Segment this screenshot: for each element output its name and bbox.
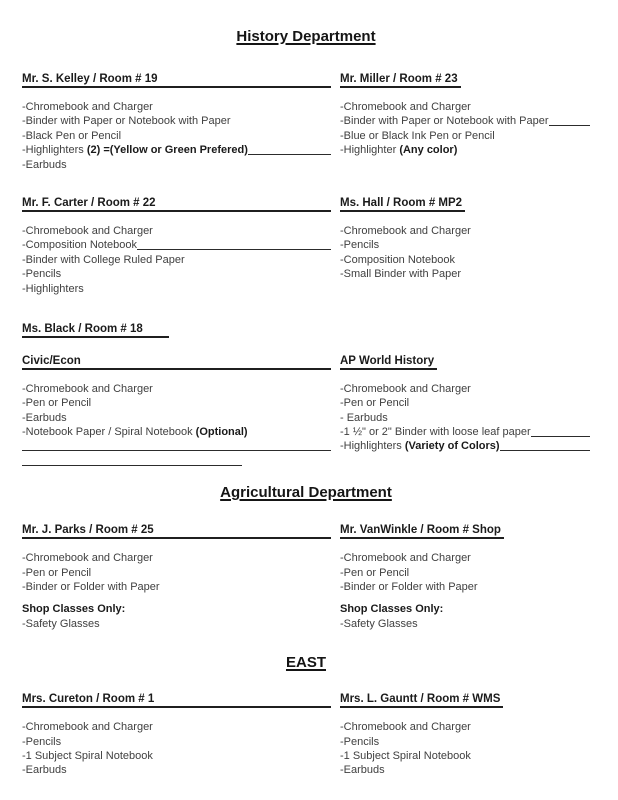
supply-list-gauntt	[340, 720, 590, 778]
supply-item	[340, 720, 590, 734]
supply-item-text: -Earbuds	[22, 411, 67, 424]
supply-item-bold-text: (Optional)	[195, 426, 248, 439]
supply-item-text: -Pencils	[340, 239, 380, 252]
course-header-apworld-wrap	[340, 354, 590, 370]
supply-item-text: -Binder with Paper or Notebook with Paper	[22, 115, 231, 128]
supply-item-text: -Composition Notebook	[22, 239, 137, 252]
supply-item-text: -Safety Glasses	[22, 617, 100, 630]
blank-underline	[137, 249, 331, 250]
column-vanwinkle	[340, 523, 590, 631]
column-miller	[340, 72, 590, 172]
supply-item-text: -Black Pen or Pencil	[22, 129, 122, 142]
teacher-header-kelley: Mr. S. Kelley / Room # 19	[22, 72, 331, 88]
teacher-header-vanwinkle: Mr. VanWinkle / Room # Shop	[340, 523, 504, 539]
supply-item	[22, 566, 340, 580]
blank-underline	[549, 125, 591, 126]
teacher-header-carter: Mr. F. Carter / Room # 22	[22, 196, 331, 212]
column-gauntt	[340, 692, 590, 778]
shop-classes-label-text: Shop Classes Only:	[340, 603, 444, 616]
supply-item-text: -Pen or Pencil	[22, 397, 92, 410]
supply-item-text: -Earbuds	[22, 158, 67, 171]
supply-item	[22, 749, 340, 763]
supply-item	[340, 411, 590, 425]
supply-item	[22, 396, 340, 410]
supply-item-text: -Small Binder with Paper	[340, 268, 462, 281]
supply-item-text: -Notebook Paper / Spiral Notebook	[22, 426, 196, 439]
shop-classes-label-text: Shop Classes Only:	[22, 603, 126, 616]
blank-underline	[248, 154, 331, 155]
supply-item-text: -1 ½" or 2" Binder with loose leaf paper	[340, 426, 531, 439]
column-carter	[22, 196, 340, 296]
supply-item	[340, 129, 590, 143]
supply-item-text: -Binder with Paper or Notebook with Paper	[340, 115, 549, 128]
supply-item-text: -Pen or Pencil	[22, 566, 92, 579]
supply-item	[340, 735, 590, 749]
supply-item-text: -Safety Glasses	[340, 617, 418, 630]
blank-underline	[531, 436, 590, 437]
supply-item-text: -Binder or Folder with Paper	[22, 581, 160, 594]
teacher-header-cureton: Mrs. Cureton / Room # 1	[22, 692, 331, 708]
blank-underline	[22, 465, 242, 466]
supply-item-text: - Earbuds	[340, 411, 388, 424]
section-title-text: History Department	[236, 28, 376, 45]
supply-item	[340, 580, 590, 594]
supply-item	[340, 566, 590, 580]
teacher-header-hall: Ms. Hall / Room # MP2	[340, 196, 465, 212]
teacher-header-gauntt-wrap	[340, 692, 590, 708]
supply-item	[22, 720, 340, 734]
supply-item	[22, 580, 340, 594]
supply-item-text: -Chromebook and Charger	[340, 552, 471, 565]
supply-item-text: -Chromebook and Charger	[340, 721, 471, 734]
supply-item-text: -Chromebook and Charger	[22, 224, 153, 237]
supply-item	[340, 439, 590, 453]
supply-item-text: -Chromebook and Charger	[340, 224, 471, 237]
supply-item	[22, 551, 340, 565]
block-parks-vanwinkle	[22, 523, 590, 631]
supply-item-text: -Chromebook and Charger	[340, 101, 471, 113]
supply-item-text: -Chromebook and Charger	[340, 382, 471, 395]
supply-item	[22, 114, 340, 128]
teacher-header-black: Ms. Black / Room # 18	[22, 322, 169, 338]
supply-item-text: -Pencils	[22, 735, 62, 748]
supply-item	[22, 382, 340, 396]
section-title-east	[22, 653, 590, 672]
supply-item-text: -Earbuds	[22, 764, 67, 777]
supply-item	[22, 617, 340, 631]
shop-classes-label	[340, 602, 590, 616]
supply-item	[340, 763, 590, 777]
supply-list-vanwinkle	[340, 551, 590, 631]
supply-item	[340, 382, 590, 396]
teacher-header-gauntt: Mrs. L. Gauntt / Room # WMS	[340, 692, 503, 708]
supply-item-text: -Binder or Folder with Paper	[340, 581, 478, 594]
block-carter-hall	[22, 196, 590, 296]
column-kelley	[22, 72, 340, 172]
supply-item	[22, 425, 340, 439]
teacher-header-miller-wrap	[340, 72, 590, 88]
supply-item	[340, 114, 590, 128]
section-title-text: EAST	[285, 654, 326, 672]
supply-list-carter	[22, 224, 340, 296]
supply-list-civic	[22, 382, 340, 468]
blank-line-row	[22, 454, 340, 468]
supply-item	[340, 749, 590, 763]
teacher-header-black-wrap	[22, 322, 590, 338]
course-header-civic: Civic/Econ	[22, 354, 331, 370]
supply-item-text: -1 Subject Spiral Notebook	[340, 749, 471, 762]
supply-list-parks	[22, 551, 340, 631]
supply-list-cureton	[22, 720, 340, 778]
teacher-header-parks: Mr. J. Parks / Room # 25	[22, 523, 331, 539]
column-hall	[340, 196, 590, 296]
blank-underline	[500, 450, 590, 451]
course-header-apworld: AP World History	[340, 354, 437, 370]
supply-item-text: -Highlighters	[340, 440, 405, 453]
supply-item	[22, 158, 340, 172]
column-cureton	[22, 692, 340, 778]
supply-item	[340, 551, 590, 565]
block-kelley-miller	[22, 72, 590, 172]
blank-line-row	[22, 439, 340, 453]
block-civic-apworld	[22, 354, 590, 468]
section-title-history	[22, 27, 590, 46]
supply-item-text: -Binder with College Ruled Paper	[22, 253, 185, 266]
supply-list-hall	[340, 224, 590, 282]
supply-item	[22, 100, 340, 114]
supply-item-text: -Chromebook and Charger	[22, 721, 153, 734]
supply-item-text: -Pen or Pencil	[340, 566, 410, 579]
supply-item-text: -Chromebook and Charger	[22, 552, 153, 565]
supply-item-text: -Highlighters	[22, 282, 84, 295]
teacher-header-vanwinkle-wrap	[340, 523, 590, 539]
supply-item	[340, 238, 590, 252]
supply-item-bold-text: (2) =(Yellow or Green Prefered)	[86, 144, 248, 157]
supply-item	[340, 267, 590, 281]
column-parks	[22, 523, 340, 631]
teacher-header-miller: Mr. Miller / Room # 23	[340, 72, 461, 88]
supply-item	[22, 224, 340, 238]
column-apworld	[340, 354, 590, 468]
supply-item-text: -Composition Notebook	[340, 253, 455, 266]
teacher-header-hall-wrap	[340, 196, 590, 212]
supply-item-text: -Earbuds	[340, 764, 385, 777]
supply-item	[22, 763, 340, 777]
supply-item	[340, 143, 590, 157]
supply-item	[22, 253, 340, 267]
supply-item-text: -Chromebook and Charger	[22, 101, 153, 113]
supply-item	[22, 267, 340, 281]
supply-item	[22, 411, 340, 425]
column-civic	[22, 354, 340, 468]
supply-item	[340, 425, 590, 439]
supply-item-text: -Pencils	[340, 735, 380, 748]
supply-item	[340, 100, 590, 114]
supply-item-bold-text: (Variety of Colors)	[404, 440, 500, 453]
supply-item-text: -Highlighters	[22, 144, 87, 157]
blank-underline	[22, 450, 331, 451]
supply-item	[22, 238, 340, 252]
supply-item-text: -Highlighter	[340, 144, 400, 157]
section-title-agricultural	[22, 483, 590, 502]
supply-list-kelley	[22, 100, 340, 172]
supply-item	[340, 396, 590, 410]
supply-item-text: -Blue or Black Ink Pen or Pencil	[340, 129, 495, 142]
supply-item	[22, 143, 340, 157]
supply-item-text: -1 Subject Spiral Notebook	[22, 749, 153, 762]
supply-item-text: -Pen or Pencil	[340, 397, 410, 410]
supply-item	[340, 253, 590, 267]
supply-item	[340, 224, 590, 238]
supply-item	[22, 282, 340, 296]
shop-classes-label	[22, 602, 340, 616]
supply-item	[22, 129, 340, 143]
supply-item	[340, 617, 590, 631]
block-cureton-gauntt	[22, 692, 590, 778]
supply-item-text: -Chromebook and Charger	[22, 382, 153, 395]
supply-list-apworld	[340, 382, 590, 454]
section-title-text: Agricultural Department	[220, 484, 392, 502]
supply-list-miller	[340, 100, 590, 158]
supply-item	[22, 735, 340, 749]
supply-item-bold-text: (Any color)	[399, 144, 458, 157]
supply-item-text: -Pencils	[22, 268, 62, 281]
